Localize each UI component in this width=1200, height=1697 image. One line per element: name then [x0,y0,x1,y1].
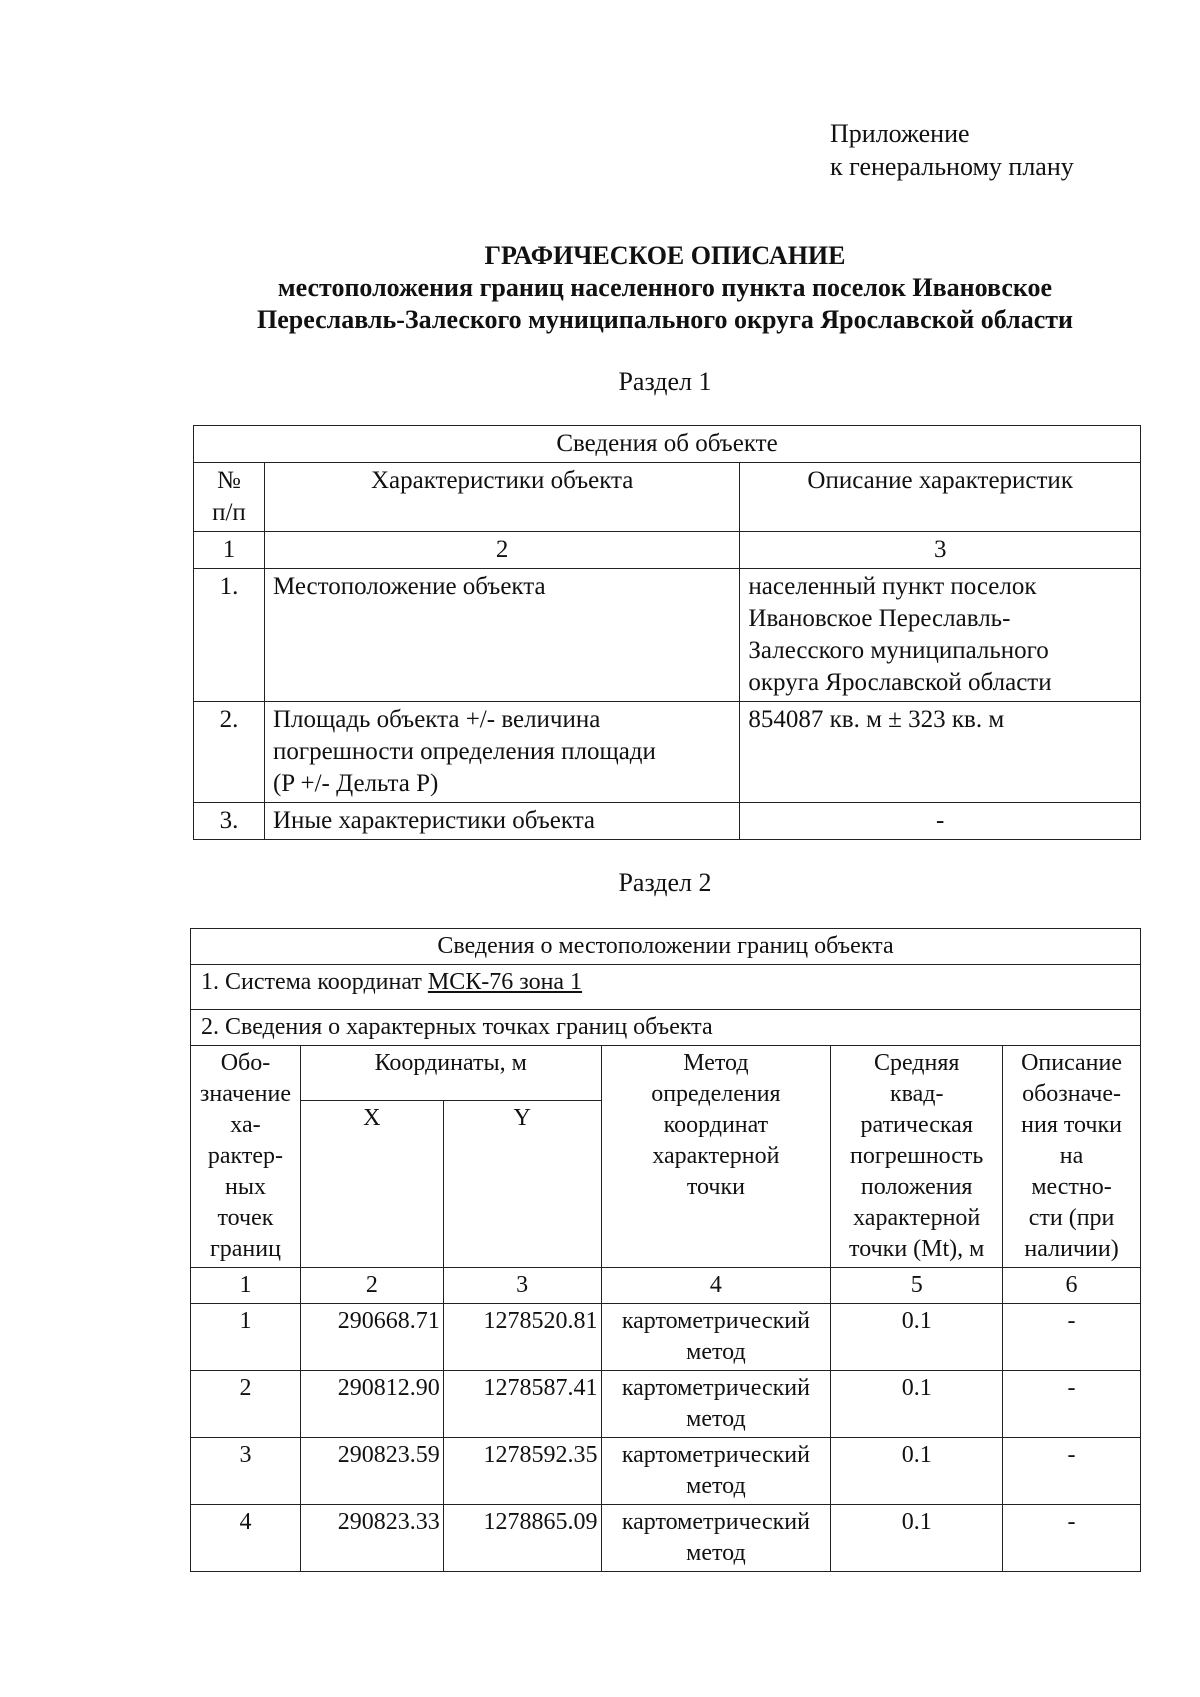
header-num [194,463,265,532]
header-line: ратическая [860,1112,973,1138]
boundary-points-table [190,928,1141,1572]
title-main: ГРАФИЧЕСКОЕ ОПИСАНИЕ [484,241,846,270]
name-line: Площадь объекта +/- величина [272,706,601,733]
row-name [264,702,739,803]
table-title: Сведения о местоположении границ объекта [191,929,1141,965]
col-number: 5 [831,1268,1003,1304]
header-line: погрешность [850,1143,984,1169]
header-line: ных [224,1174,266,1200]
method-line: метод [686,1406,746,1432]
point-id: 3 [191,1438,301,1505]
col-number: 1 [191,1268,301,1304]
point-x: 290823.59 [300,1438,443,1505]
header-num-line-1: № [217,467,241,494]
header-line: наличии) [1024,1236,1119,1262]
header-line: Метод [683,1050,749,1076]
header-coordinates: Координаты, м [300,1046,601,1101]
point-description: - [1003,1371,1141,1438]
row-name: Местоположение объекта [264,569,739,702]
table-title: Сведения об объекте [194,426,1141,463]
name-line: (P +/- Дельта P) [272,770,439,797]
header-line: обозначе- [1022,1081,1122,1107]
point-x: 290812.90 [300,1371,443,1438]
point-y: 1278520.81 [443,1304,601,1371]
col-number: 2 [300,1268,443,1304]
points-title: 2. Сведения о характерных точках границ объекта [191,1010,1141,1046]
header-line: точек [217,1205,274,1231]
point-method [601,1505,831,1572]
method-line: картометрический [621,1375,810,1401]
value-line: округа Ярославской области [748,669,1052,696]
col-number: 6 [1003,1268,1141,1304]
header-method [601,1046,831,1268]
coordinate-system-label: 1. Система координат [201,969,422,995]
point-error: 0.1 [831,1438,1003,1505]
table-row [191,1505,1141,1572]
header-designation [191,1046,301,1268]
name-line: погрешности определения площади [272,738,656,765]
table-row [194,702,1141,803]
table-row [194,803,1141,840]
header-line: характерной [853,1205,981,1231]
coordinate-system [191,965,1141,1010]
header-characteristics: Характеристики объекта [264,463,739,532]
point-x: 290823.33 [300,1505,443,1572]
method-line: метод [686,1540,746,1566]
header-line: точки [686,1174,745,1200]
coordinate-system-value: МСК-76 зона 1 [427,969,583,995]
row-value: - [740,803,1141,840]
point-error: 0.1 [831,1304,1003,1371]
header-line: ния точки [1021,1112,1122,1138]
annex-line-1: Приложение [830,119,970,148]
method-line: картометрический [621,1308,810,1334]
header-description: Описание характеристик [740,463,1141,532]
header-line: характерной [652,1143,780,1169]
header-line: точки (Mt), м [849,1236,985,1262]
header-x: X [300,1101,443,1268]
col-number: 1 [194,532,265,569]
annex-line-2: к генеральному плану [830,152,1074,181]
header-y: Y [443,1101,601,1268]
table-row [194,569,1141,702]
value-line: Ивановское Переславль- [748,605,1011,632]
header-line: границ [209,1236,281,1262]
annex-note [830,117,1074,183]
header-num-line-2: п/п [212,499,246,526]
point-description: - [1003,1505,1141,1572]
point-x: 290668.71 [300,1304,443,1371]
col-number: 3 [443,1268,601,1304]
method-line: метод [686,1473,746,1499]
method-line: метод [686,1339,746,1365]
header-line: рактер- [207,1143,284,1169]
header-line: координат [663,1112,769,1138]
table-row [191,1304,1141,1371]
section-1-heading: Раздел 1 [618,367,712,396]
value-line: населенный пункт поселок [748,573,1037,600]
point-method [601,1438,831,1505]
title-line-2: местоположения границ населенного пункта поселок Ивановское [277,273,1053,302]
point-id: 2 [191,1371,301,1438]
point-error: 0.1 [831,1505,1003,1572]
header-line: Описание [1021,1050,1123,1076]
point-description: - [1003,1304,1141,1371]
point-error: 0.1 [831,1371,1003,1438]
method-line: картометрический [621,1442,810,1468]
point-y: 1278587.41 [443,1371,601,1438]
header-line: сти (при [1028,1205,1115,1231]
header-line: на [1059,1143,1084,1169]
point-y: 1278592.35 [443,1438,601,1505]
row-num: 3. [194,803,265,840]
point-description: - [1003,1438,1141,1505]
header-description [1003,1046,1141,1268]
object-info-table [193,425,1141,840]
point-y: 1278865.09 [443,1505,601,1572]
row-value: 854087 кв. м ± 323 кв. м [740,702,1141,803]
header-line: ха- [230,1112,261,1138]
table-row [191,1438,1141,1505]
header-line: Обо- [220,1050,271,1076]
title-line-3: Переславль-Залеского муниципального округа Ярославской области [257,305,1073,334]
point-method [601,1304,831,1371]
header-line: положения [860,1174,973,1200]
table-row [191,1371,1141,1438]
row-name: Иные характеристики объекта [264,803,739,840]
col-number: 2 [264,532,739,569]
header-line: определения [651,1081,781,1107]
header-line: местно- [1031,1174,1112,1200]
header-error [831,1046,1003,1268]
point-id: 4 [191,1505,301,1572]
header-line: значение [199,1081,291,1107]
col-number: 4 [601,1268,831,1304]
row-num: 1. [194,569,265,702]
row-num: 2. [194,702,265,803]
header-line: квад- [889,1081,944,1107]
document-title [190,240,1140,336]
value-line: Залесского муниципального [748,637,1049,664]
header-line: Средняя [873,1050,960,1076]
method-line: картометрический [621,1509,810,1535]
row-value [740,569,1141,702]
point-method [601,1371,831,1438]
point-id: 1 [191,1304,301,1371]
col-number: 3 [740,532,1141,569]
section-2-heading: Раздел 2 [618,868,712,897]
